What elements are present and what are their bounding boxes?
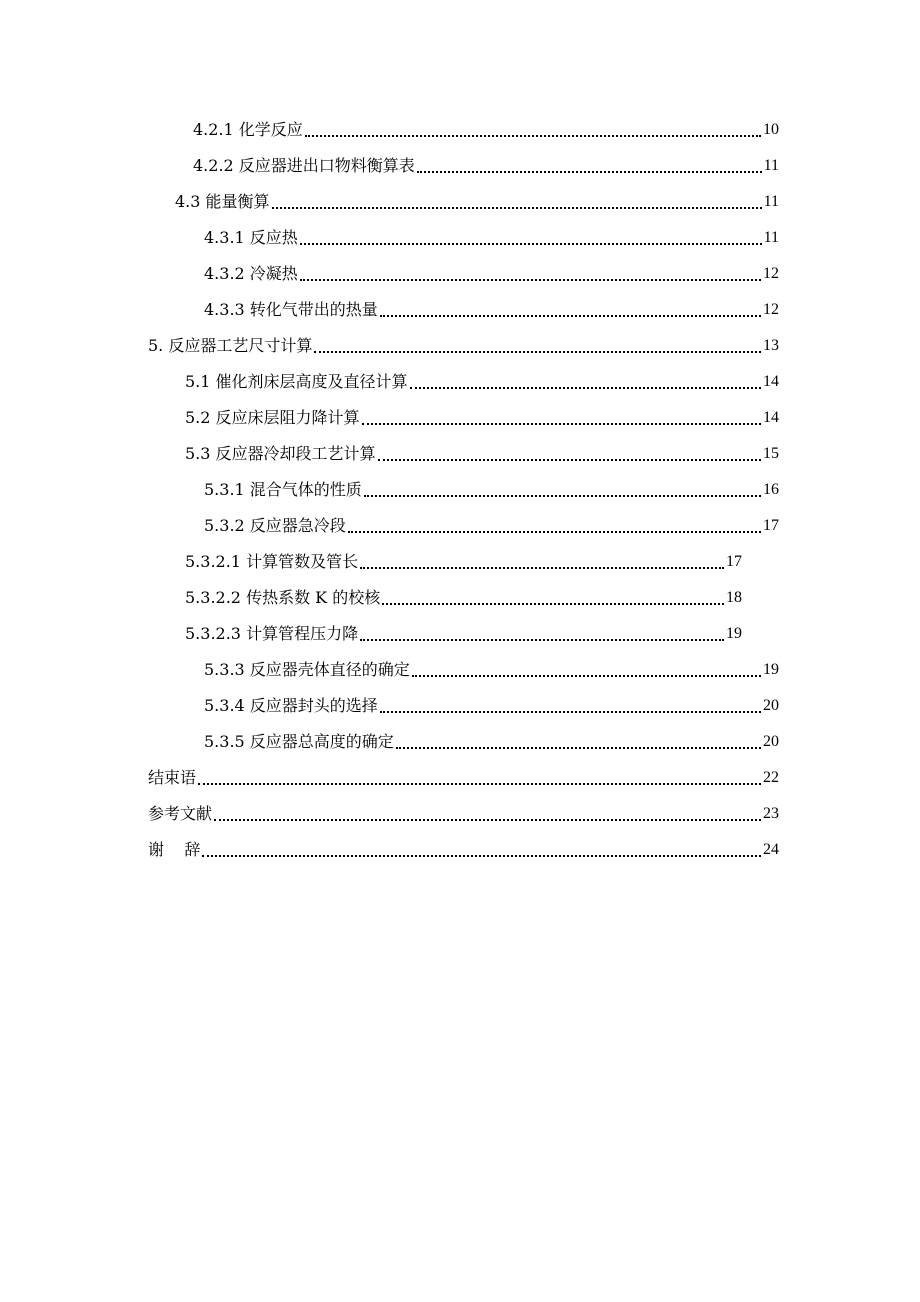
- toc-page-number: 17: [726, 553, 742, 570]
- toc-entry-conclusion[interactable]: [148, 760, 779, 796]
- toc-page-number: 22: [763, 769, 779, 786]
- toc-entry-5-3-5[interactable]: [204, 724, 779, 760]
- toc-dot-leader: [272, 184, 762, 220]
- toc-entry-title: 4.3.2 冷凝热: [204, 264, 298, 283]
- toc-entry-title: 结束语: [148, 768, 197, 787]
- toc-page-number: 14: [763, 373, 779, 390]
- toc-entry-title: 5.2 反应床层阻力降计算: [185, 408, 360, 427]
- toc-entry-title: 参考文献: [148, 804, 213, 823]
- toc-page-number: 14: [763, 409, 779, 426]
- toc-entry-5-3-2-3[interactable]: [185, 616, 742, 652]
- toc-dot-leader: [380, 688, 761, 724]
- toc-entry-4-3[interactable]: [175, 184, 779, 220]
- toc-page-number: 11: [763, 157, 779, 174]
- toc-entry-title: 4.3.3 转化气带出的热量: [204, 300, 378, 319]
- toc-entry-title: 4.2.1 化学反应: [193, 120, 303, 139]
- toc-dot-leader: [380, 292, 761, 328]
- toc-entry-4-3-3[interactable]: [204, 292, 779, 328]
- toc-page-number: 20: [763, 733, 779, 750]
- toc-entry-title: 5.3.2 反应器急冷段: [204, 516, 346, 535]
- toc-page-number: 10: [763, 121, 779, 138]
- toc-page-number: 12: [763, 265, 779, 282]
- toc-entry-title: 4.2.2 反应器进出口物料衡算表: [193, 156, 415, 175]
- toc-entry-title: 5.3.3 反应器壳体直径的确定: [204, 660, 410, 679]
- toc-entry-5-3[interactable]: [185, 436, 779, 472]
- toc-page-number: 24: [763, 841, 779, 858]
- toc-dot-leader: [202, 832, 761, 868]
- toc-dot-leader: [378, 436, 761, 472]
- toc-page-number: 17: [763, 517, 779, 534]
- toc-page-number: 19: [763, 661, 779, 678]
- toc-page-number: 11: [763, 229, 779, 246]
- toc-entry-title: 5. 反应器工艺尺寸计算: [148, 336, 313, 355]
- toc-entry-4-3-2[interactable]: [204, 256, 779, 292]
- toc-dot-leader: [396, 724, 761, 760]
- toc-dot-leader: [300, 256, 761, 292]
- toc-entry-title: 5.3.2.1 计算管数及管长: [185, 552, 359, 571]
- toc-page-number: 23: [763, 805, 779, 822]
- toc-entry-title: 5.3.4 反应器封头的选择: [204, 696, 378, 715]
- toc-dot-leader: [214, 796, 761, 832]
- toc-dot-leader: [362, 400, 761, 436]
- toc-page-number: 13: [763, 337, 779, 354]
- toc-entry-acknowledgements[interactable]: [148, 832, 779, 868]
- toc-entry-title: 5.3 反应器冷却段工艺计算: [185, 444, 376, 463]
- toc-dot-leader: [198, 760, 761, 796]
- toc-entry-4-2-2[interactable]: [193, 148, 779, 184]
- toc-dot-leader: [360, 544, 724, 580]
- toc-entry-title: 5.3.2.2 传热系数 K 的校核: [185, 588, 381, 607]
- toc-dot-leader: [382, 580, 724, 616]
- toc-entry-5-3-3[interactable]: [204, 652, 779, 688]
- toc-entry-4-3-1[interactable]: [204, 220, 779, 256]
- toc-entry-4-2-1[interactable]: [193, 112, 779, 148]
- toc-entry-title: 4.3 能量衡算: [175, 192, 270, 211]
- toc-entry-title: 5.1 催化剂床层高度及直径计算: [185, 372, 408, 391]
- toc-entry-5[interactable]: [148, 328, 779, 364]
- toc-entry-5-2[interactable]: [185, 400, 779, 436]
- toc-entry-title: 5.3.1 混合气体的性质: [204, 480, 362, 499]
- toc-entry-title: 5.3.5 反应器总高度的确定: [204, 732, 394, 751]
- toc-dot-leader: [300, 220, 762, 256]
- toc-page-number: 16: [763, 481, 779, 498]
- toc-entry-5-3-2-2[interactable]: [185, 580, 742, 616]
- toc-dot-leader: [305, 112, 761, 148]
- toc-page-number: 12: [763, 301, 779, 318]
- toc-entry-5-3-2[interactable]: [204, 508, 779, 544]
- toc-page-number: 11: [763, 193, 779, 210]
- toc-entry-5-3-4[interactable]: [204, 688, 779, 724]
- toc-dot-leader: [364, 472, 761, 508]
- toc-dot-leader: [314, 328, 761, 364]
- toc-page-number: 20: [763, 697, 779, 714]
- toc-dot-leader: [348, 508, 761, 544]
- toc-entry-title: 谢 辞: [148, 840, 201, 859]
- toc-entry-5-3-1[interactable]: [204, 472, 779, 508]
- toc-entry-title: 5.3.2.3 计算管程压力降: [185, 624, 359, 643]
- toc-entry-5-1[interactable]: [185, 364, 779, 400]
- toc-dot-leader: [412, 652, 761, 688]
- toc-page-number: 19: [726, 625, 742, 642]
- toc-entry-5-3-2-1[interactable]: [185, 544, 742, 580]
- toc-page-number: 18: [726, 589, 742, 606]
- toc-dot-leader: [410, 364, 761, 400]
- toc-page-number: 15: [763, 445, 779, 462]
- toc-dot-leader: [417, 148, 762, 184]
- toc-entry-title: 4.3.1 反应热: [204, 228, 298, 247]
- toc-dot-leader: [360, 616, 724, 652]
- toc-entry-references[interactable]: [148, 796, 779, 832]
